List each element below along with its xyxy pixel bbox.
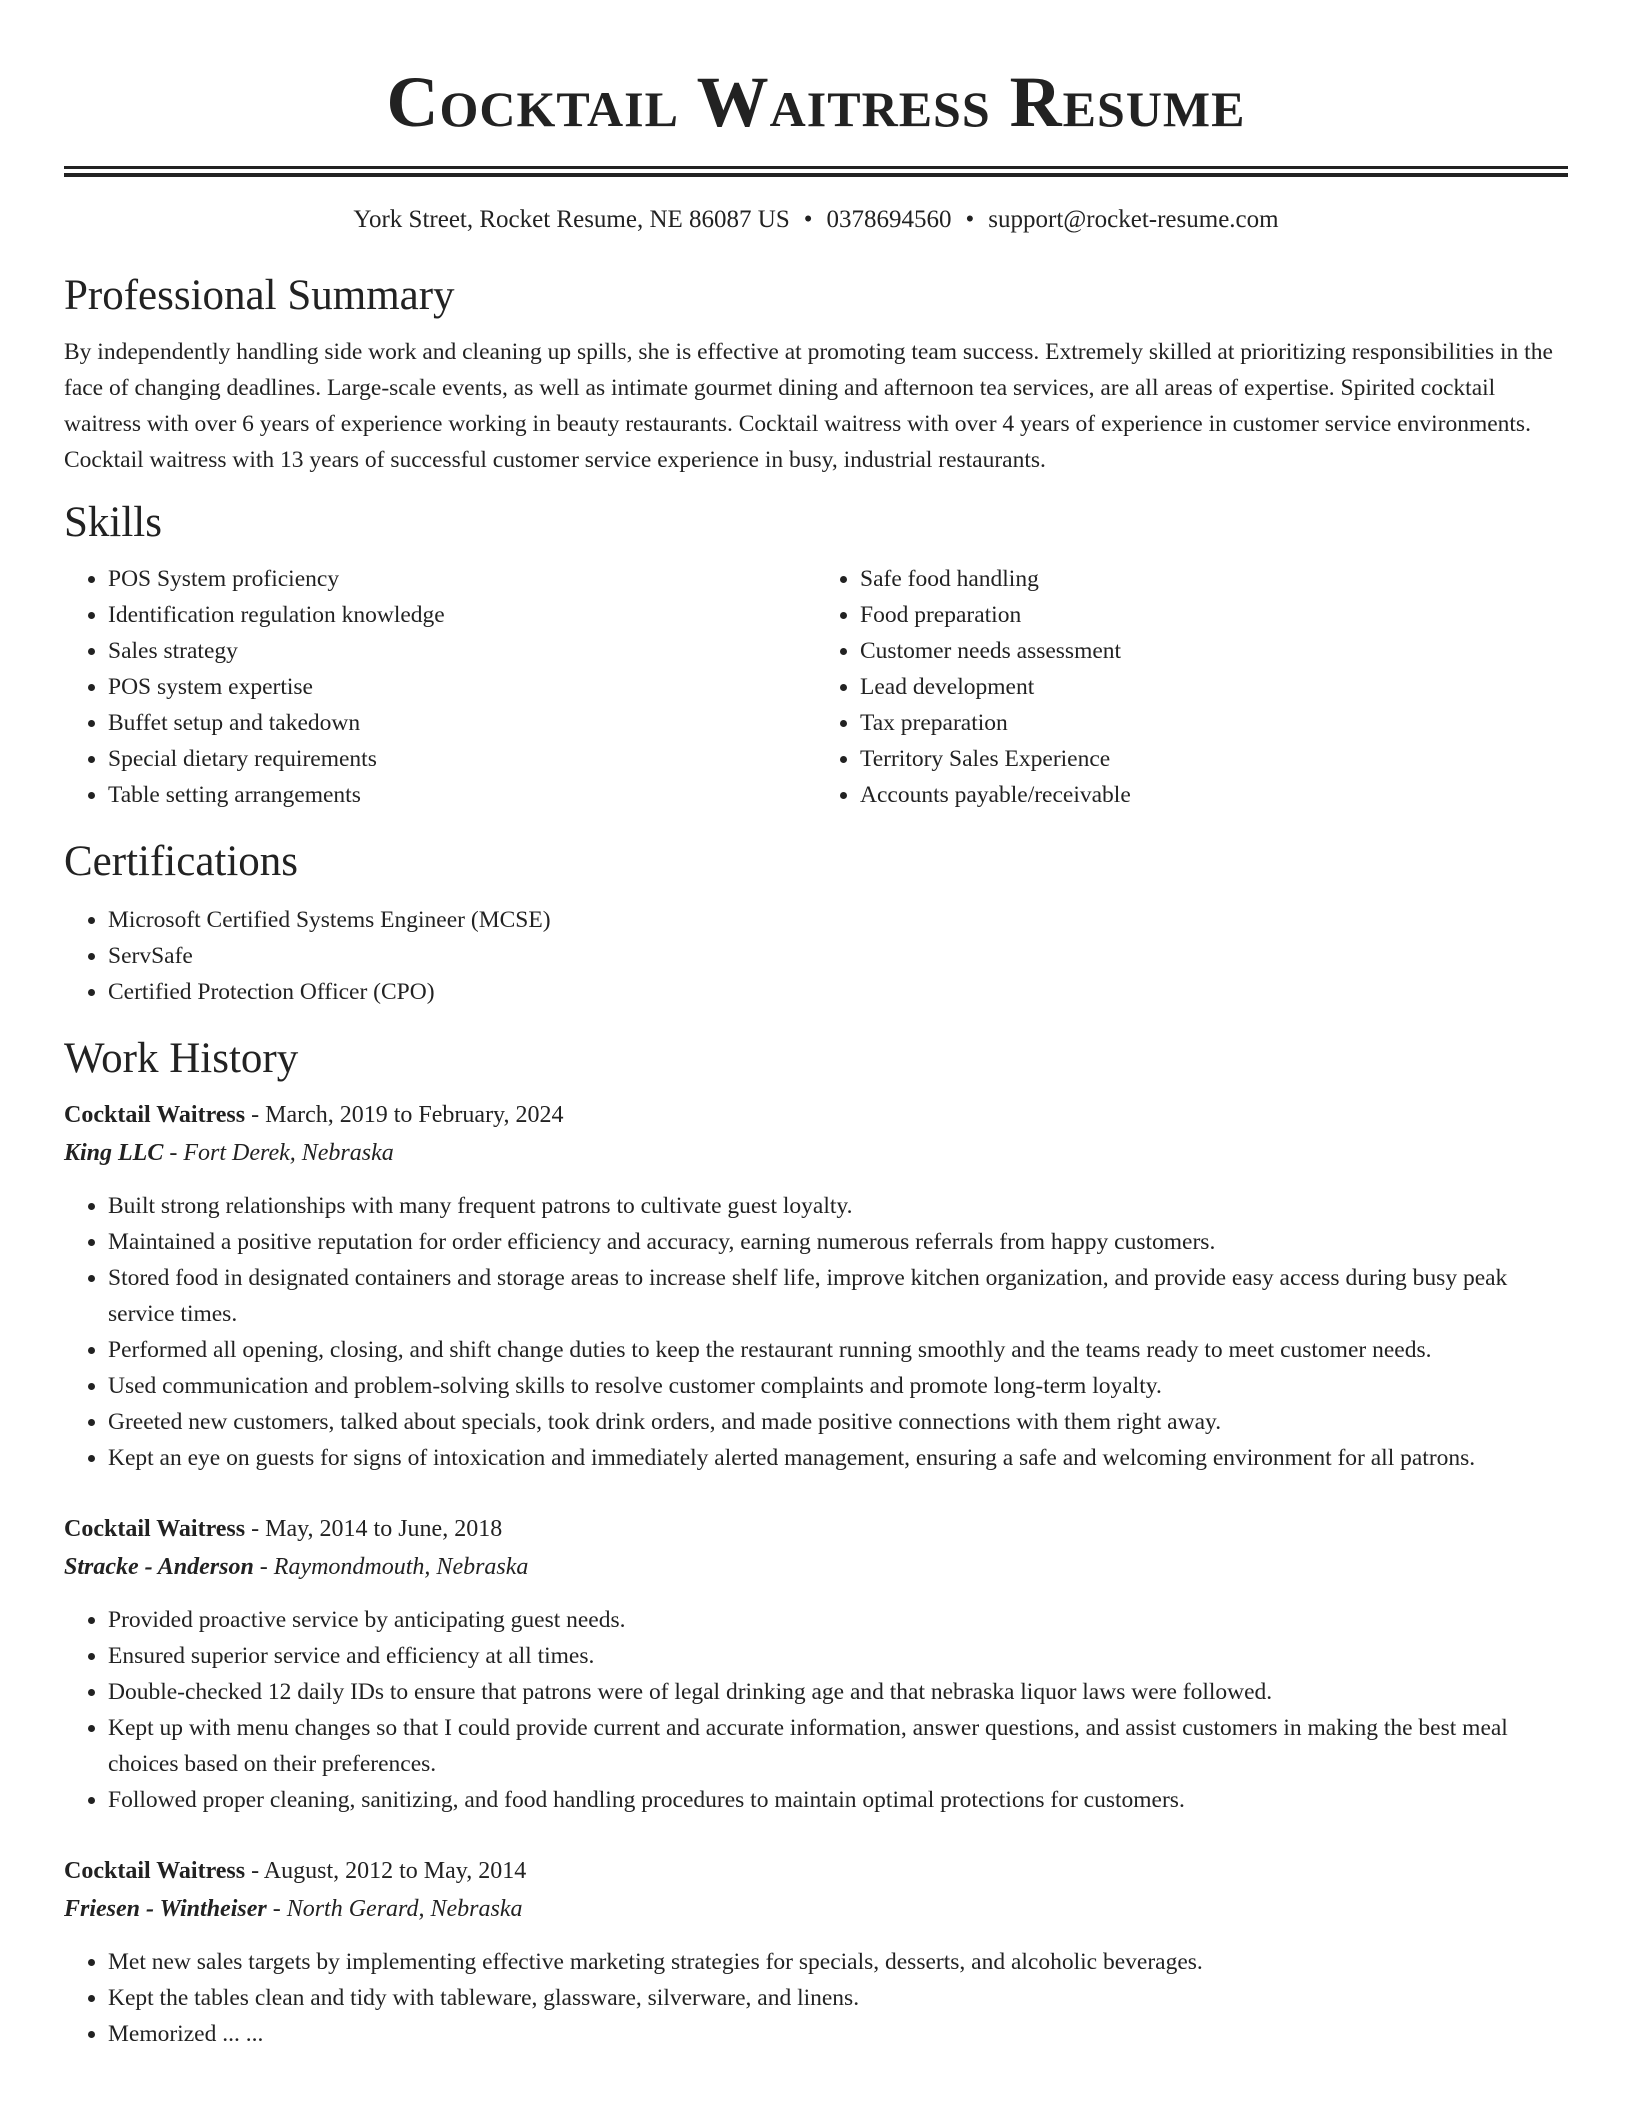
certifications-list bbox=[64, 902, 1568, 1010]
title-divider bbox=[64, 166, 1568, 177]
job-duty: • Built strong relationships with many frequent patrons to cultivate guest loyalty. bbox=[108, 1188, 1568, 1224]
job-duty: • Performed all opening, closing, and shift change duties to keep the restaurant running smoothly and the teams ready to meet customer needs. bbox=[108, 1332, 1568, 1368]
skill-item: • Buffet setup and takedown bbox=[108, 705, 816, 741]
certification-item: • Certified Protection Officer (CPO) bbox=[108, 974, 1568, 1010]
job-title: Cocktail Waitress bbox=[64, 1102, 246, 1128]
job-duties-list bbox=[64, 1944, 1568, 2052]
skills-right-list bbox=[816, 561, 1568, 813]
job-title-line bbox=[64, 1510, 1568, 1548]
job-company-line bbox=[64, 1890, 1568, 1928]
job-title-line bbox=[64, 1096, 1568, 1134]
job-company-line bbox=[64, 1548, 1568, 1586]
contact-separator: • bbox=[965, 206, 975, 233]
skill-item: • Identification regulation knowledge bbox=[108, 597, 816, 633]
contact-phone: 0378694560 bbox=[826, 206, 952, 233]
skills-columns bbox=[64, 561, 1568, 813]
job-entry bbox=[64, 1852, 1568, 2052]
job-duty: • Kept up with menu changes so that I could provide current and accurate information, answer questions, and assist customers in making the best meal choices based on their preferences. bbox=[108, 1710, 1568, 1782]
job-entry bbox=[64, 1096, 1568, 1476]
skills-left-list bbox=[64, 561, 816, 813]
job-location: - North Gerard, Nebraska bbox=[266, 1896, 523, 1922]
summary-heading: Professional Summary bbox=[64, 272, 455, 319]
work-history-heading: Work History bbox=[64, 1035, 299, 1082]
certifications-heading: Certifications bbox=[64, 838, 299, 885]
job-duty: • Maintained a positive reputation for order efficiency and accuracy, earning numerous referrals from happy customers. bbox=[108, 1224, 1568, 1260]
job-duty: • Met new sales targets by implementing effective marketing strategies for specials, desserts, and alcoholic beverages. bbox=[108, 1944, 1568, 1980]
skill-item: • Table setting arrangements bbox=[108, 777, 816, 813]
job-company-line bbox=[64, 1134, 1568, 1172]
job-location: - Raymondmouth, Nebraska bbox=[253, 1554, 529, 1580]
job-duty: • Kept an eye on guests for signs of intoxication and immediately alerted management, ensuring a safe and welcoming environment for all patrons. bbox=[108, 1440, 1568, 1476]
job-duty: • Ensured superior service and efficiency at all times. bbox=[108, 1638, 1568, 1674]
skill-item: • Customer needs assessment bbox=[860, 633, 1568, 669]
skill-item: • Safe food handling bbox=[860, 561, 1568, 597]
job-dates: - August, 2012 to May, 2014 bbox=[245, 1858, 527, 1884]
skill-item: • Territory Sales Experience bbox=[860, 741, 1568, 777]
job-title-line bbox=[64, 1852, 1568, 1890]
job-title: Cocktail Waitress bbox=[64, 1858, 246, 1884]
certification-item: • ServSafe bbox=[108, 938, 1568, 974]
job-company: Stracke - Anderson bbox=[64, 1554, 254, 1580]
job-title: Cocktail Waitress bbox=[64, 1516, 246, 1542]
job-duty: • Provided proactive service by anticipating guest needs. bbox=[108, 1602, 1568, 1638]
job-duties-list bbox=[64, 1602, 1568, 1818]
job-company: Friesen - Wintheiser bbox=[64, 1896, 267, 1922]
resume-title: Cocktail Waitress Resume bbox=[386, 62, 1246, 142]
job-duty: • Kept the tables clean and tidy with tableware, glassware, silverware, and linens. bbox=[108, 1980, 1568, 2016]
job-duty: • Stored food in designated containers and storage areas to increase shelf life, improve kitchen organization, and provide easy access during busy peak service times. bbox=[108, 1260, 1568, 1332]
skill-item: • Food preparation bbox=[860, 597, 1568, 633]
job-company: King LLC bbox=[64, 1140, 164, 1166]
job-entry bbox=[64, 1510, 1568, 1818]
skill-item: • POS system expertise bbox=[108, 669, 816, 705]
job-duties-list bbox=[64, 1188, 1568, 1476]
job-duty: • Double-checked 12 daily IDs to ensure that patrons were of legal drinking age and that nebraska liquor laws were followed. bbox=[108, 1674, 1568, 1710]
contact-email: support@rocket-resume.com bbox=[988, 206, 1279, 233]
job-duty: • Memorized ... ... bbox=[108, 2016, 1568, 2052]
skill-item: • POS System proficiency bbox=[108, 561, 816, 597]
job-duty: • Greeted new customers, talked about specials, took drink orders, and made positive connections with them right away. bbox=[108, 1404, 1568, 1440]
skill-item: • Accounts payable/receivable bbox=[860, 777, 1568, 813]
certification-item: • Microsoft Certified Systems Engineer (MCSE) bbox=[108, 902, 1568, 938]
job-location: - Fort Derek, Nebraska bbox=[163, 1140, 394, 1166]
skill-item: • Special dietary requirements bbox=[108, 741, 816, 777]
skill-item: • Sales strategy bbox=[108, 633, 816, 669]
summary-text: By independently handling side work and cleaning up spills, she is effective at promoting team success. Extremely skilled at prioritizing responsibilities in the face of changing deadlines. Large-scale events, as well as intimate gourmet dining and afternoon tea services, are all areas of expertise. Spirited cocktail waitress with over 6 years of experience working in beauty restaurants. Cocktail waitress with over 4 years of experience in customer service environments. Cocktail waitress with 13 years of successful customer service experience in busy, industrial restaurants. bbox=[64, 339, 1553, 473]
skill-item: • Lead development bbox=[860, 669, 1568, 705]
contact-line bbox=[64, 203, 1568, 237]
contact-separator: • bbox=[803, 206, 813, 233]
job-duty: • Used communication and problem-solving skills to resolve customer complaints and promote long-term loyalty. bbox=[108, 1368, 1568, 1404]
job-duty: • Followed proper cleaning, sanitizing, and food handling procedures to maintain optimal protections for customers. bbox=[108, 1782, 1568, 1818]
job-dates: - March, 2019 to February, 2024 bbox=[245, 1102, 564, 1128]
skills-heading: Skills bbox=[64, 499, 162, 546]
skill-item: • Tax preparation bbox=[860, 705, 1568, 741]
contact-address: York Street, Rocket Resume, NE 86087 US bbox=[353, 206, 790, 233]
job-dates: - May, 2014 to June, 2018 bbox=[245, 1516, 503, 1542]
